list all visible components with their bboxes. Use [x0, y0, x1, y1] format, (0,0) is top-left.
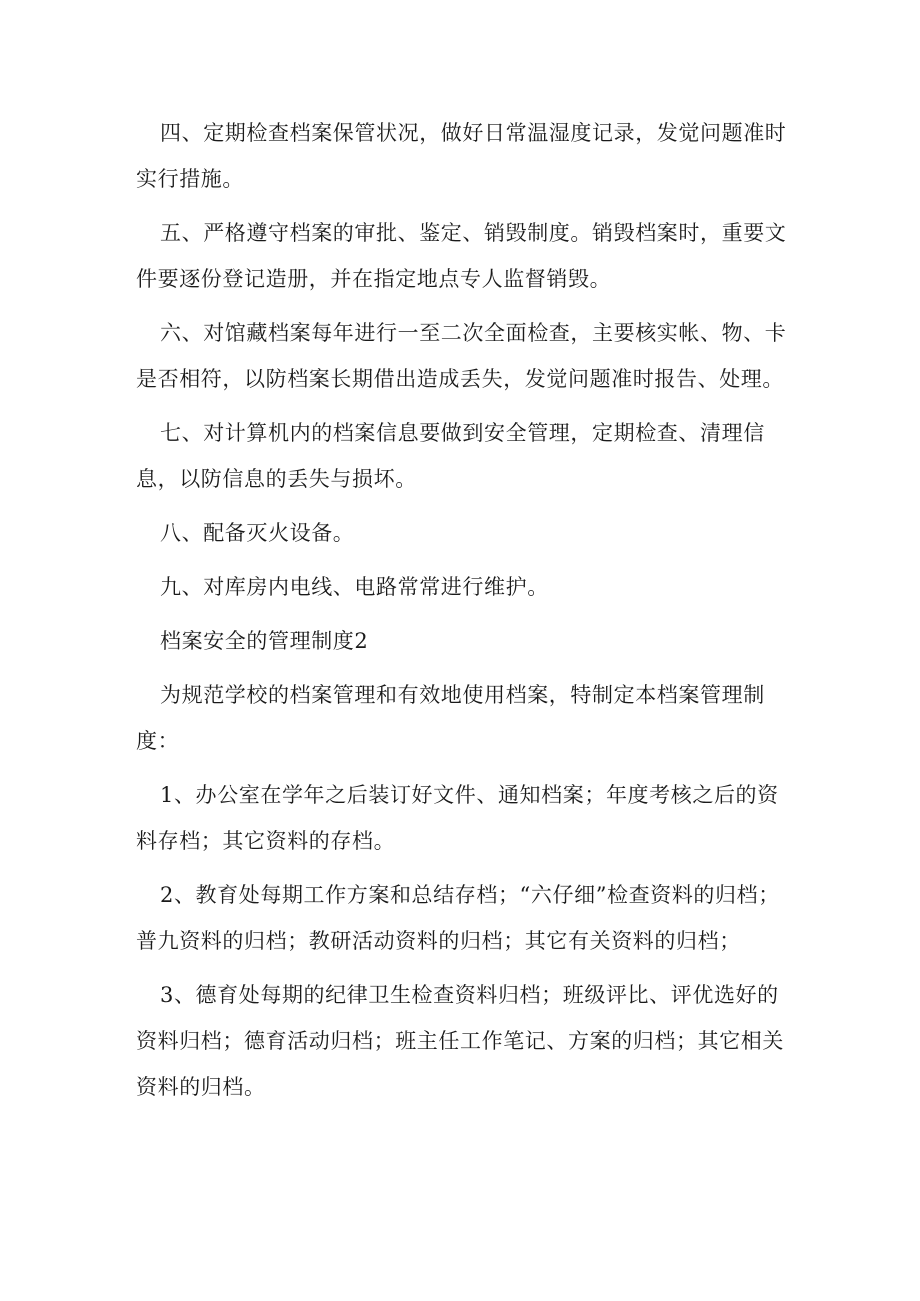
paragraph-item-8: 八、配备灭火设备。 [160, 521, 355, 545]
paragraph-item-7: 七、对计算机内的档案信息要做到安全管理，定期检查、清理信息，以防信息的丢失与损坏。 [136, 421, 765, 491]
intro-paragraph: 为规范学校的档案管理和有效地使用档案，特制定本档案管理制度： [136, 683, 765, 753]
paragraph-numbered-2: 2、教育处每期工作方案和总结存档；“六仔细”检查资料的归档；普九资料的归档；教研活动资料的归档；其它有关资料的归档； [136, 883, 780, 953]
paragraph-numbered-3: 3、德育处每期的纪律卫生检查资料归档；班级评比、评优选好的资料归档；德育活动归档；班主任工作笔记、方案的归档；其它相关资料的归档。 [136, 983, 784, 1099]
paragraph-item-4: 四、定期检查档案保管状况，做好日常温湿度记录，发觉问题准时实行措施。 [136, 121, 787, 191]
paragraph-numbered-1: 1、办公室在学年之后装订好文件、通知档案；年度考核之后的资料存档；其它资料的存档。 [136, 783, 779, 853]
paragraph-item-9: 九、对库房内电线、电路常常进行维护。 [160, 575, 549, 599]
section-title: 档案安全的管理制度2 [160, 629, 369, 653]
paragraph-item-5: 五、严格遵守档案的审批、鉴定、销毁制度。销毁档案时，重要文件要逐份登记造册，并在指定地点专人监督销毁。 [136, 221, 787, 291]
paragraph-item-6: 六、对馆藏档案每年进行一至二次全面检查，主要核实帐、物、卡是否相符，以防档案长期借出造成丢失，发觉问题准时报告、处理。 [136, 321, 787, 391]
